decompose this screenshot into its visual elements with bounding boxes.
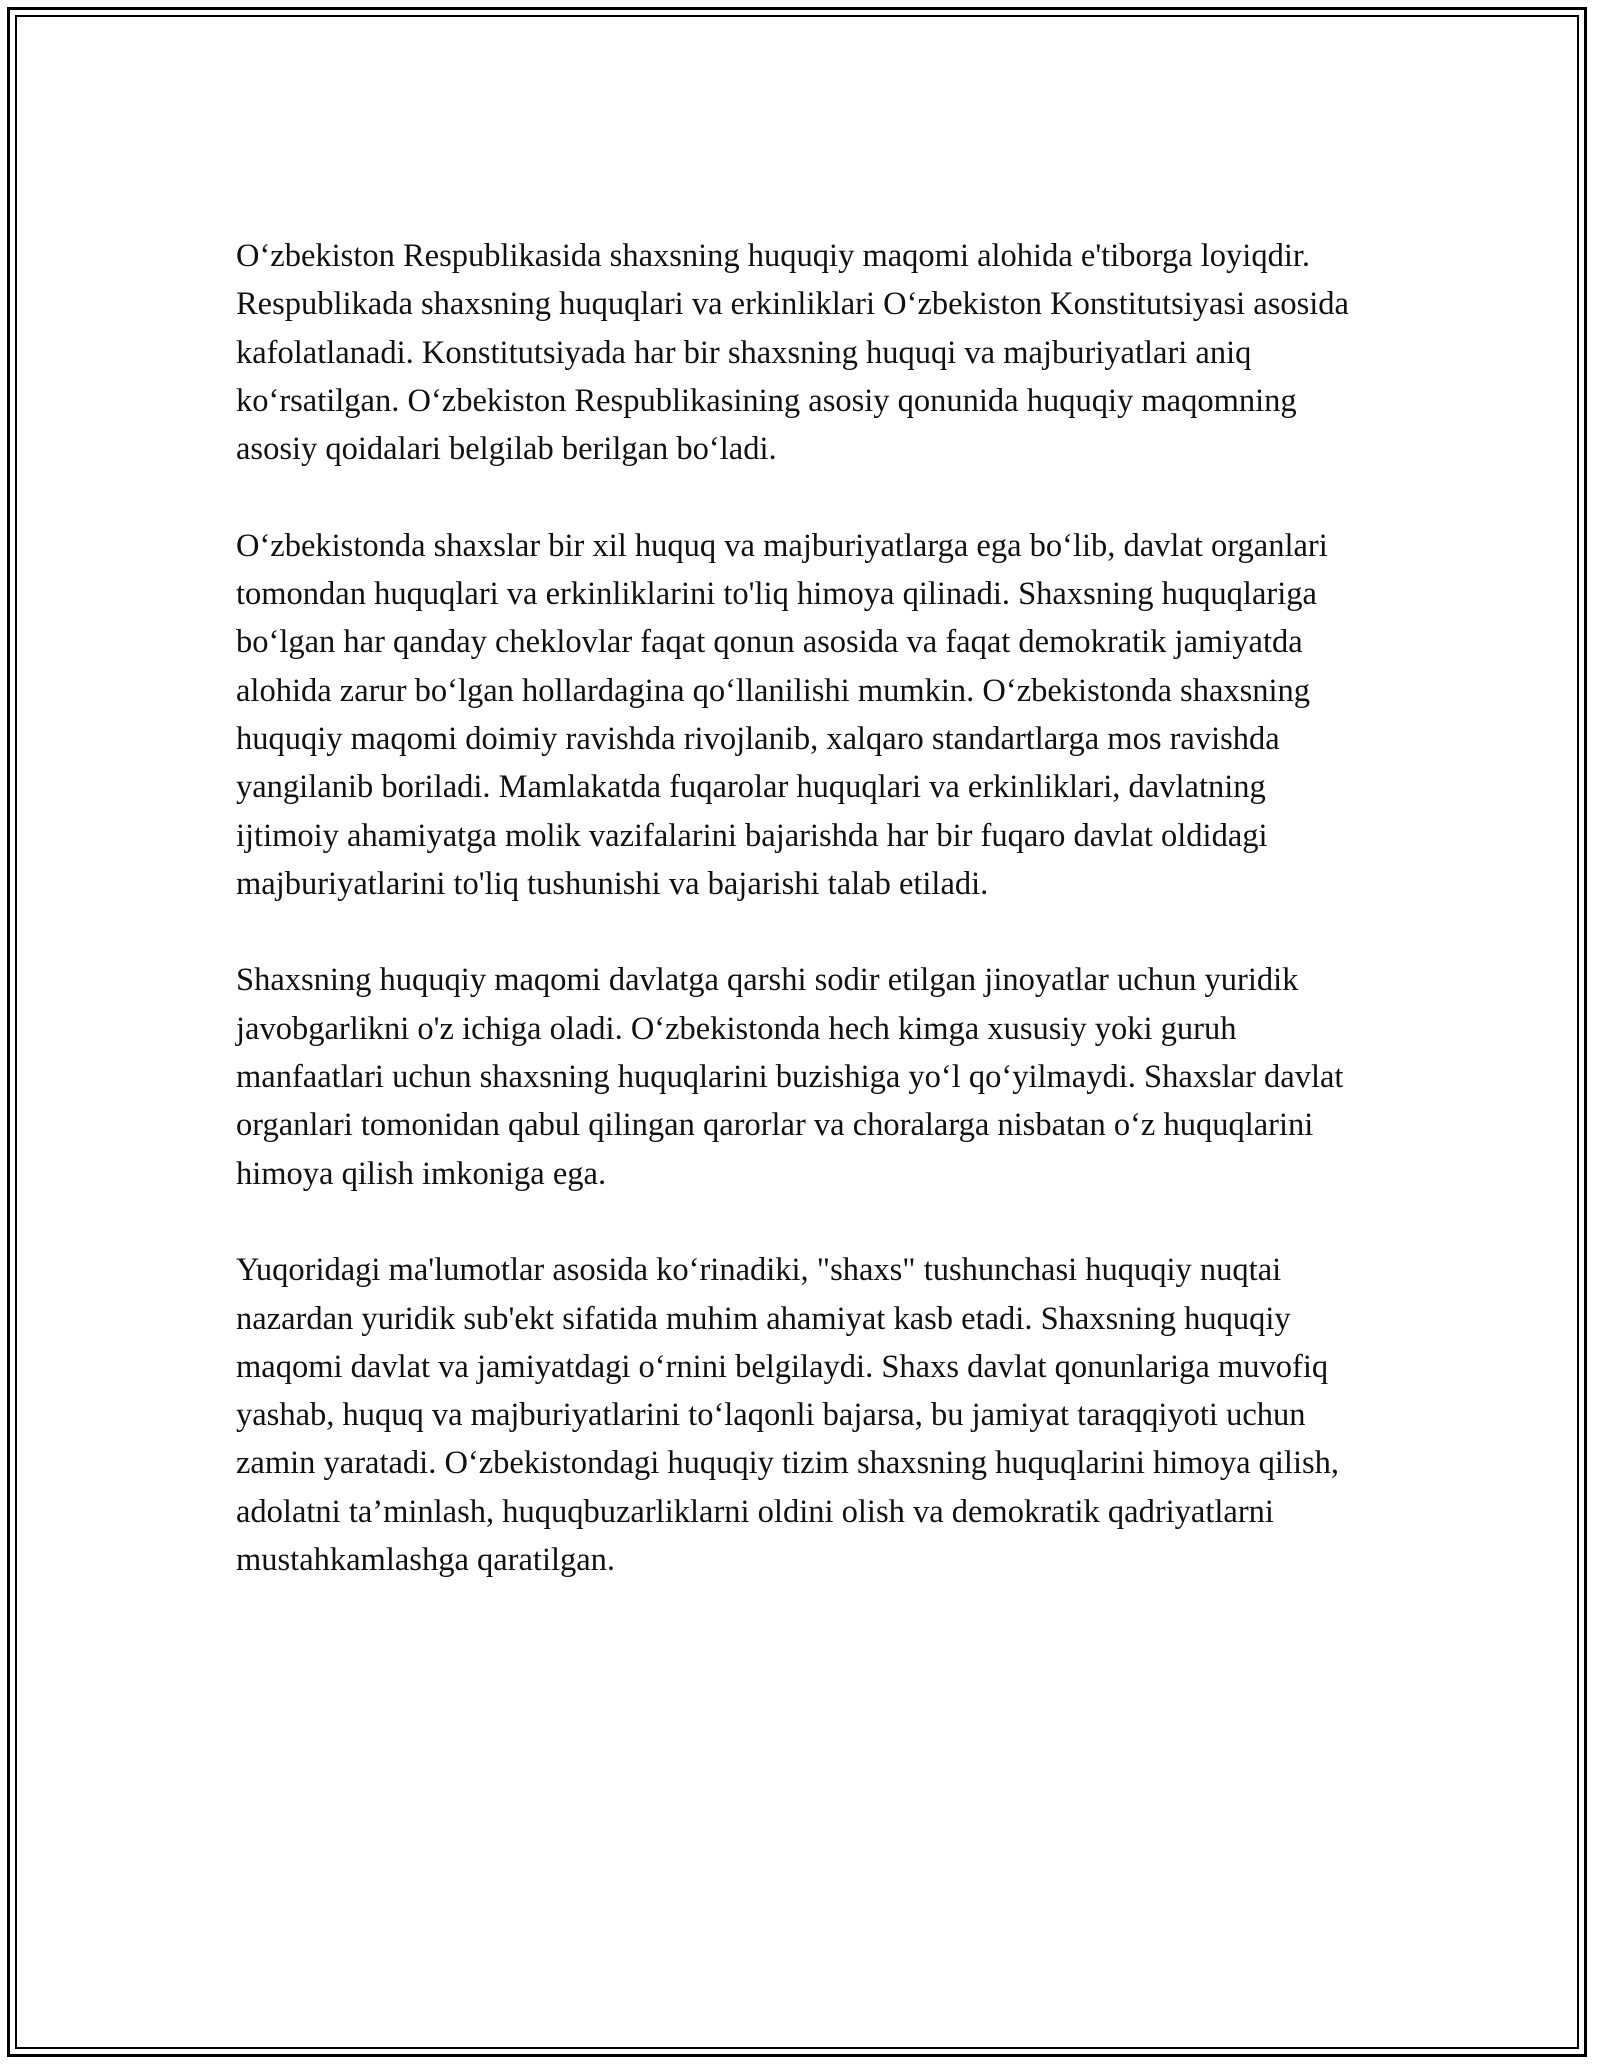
paragraph-1: O‘zbekiston Respublikasida shaxsning huquqiy maqomi alohida e'tiborga loyiqdir. Respublikada shaxsning huquqlari va erkinliklari O‘zbekiston Konstitutsiyasi asosida kafolatlanadi. Konstitutsiyada har bir shaxsning huquqi va majburiyatlari aniq ko‘rsatilgan. O‘zbekiston Respublikasining asosiy qonunida huquqiy maqomning asosiy qoidalari belgilab berilgan bo‘ladi.: [236, 238, 1349, 468]
paragraph-2: O‘zbekistonda shaxslar bir xil huquq va majburiyatlarga ega bo‘lib, davlat organlari tomondan huquqlari va erkinliklarini to'liq himoya qilinadi. Shaxsning huquqlariga bo‘lgan har qanday cheklovlar faqat qonun asosida va faqat demokratik jamiyatda alohida zarur bo‘lgan hollardagina qo‘llanilishi mumkin. O‘zbekistonda shaxsning huquqiy maqomi doimiy ravishda rivojlanib, xalqaro standartlarga mos ravishda yangilanib boriladi. Mamlakatda fuqarolar huquqlari va erkinliklari, davlatning ijtimoiy ahamiyatga molik vazifalarini bajarishda har bir fuqaro davlat oldidagi majburiyatlarini to'liq tushunishi va bajarishi talab etiladi.: [236, 527, 1328, 902]
document-body: [236, 232, 1366, 1633]
paragraph-4: Yuqoridagi ma'lumotlar asosida ko‘rinadiki, "shaxs" tushunchasi huquqiy nuqtai nazardan yuridik sub'ekt sifatida muhim ahamiyat kasb etadi. Shaxsning huquqiy maqomi davlat va jamiyatdagi o‘rnini belgilaydi. Shaxs davlat qonunlariga muvofiq yashab, huquq va majburiyatlarini to‘laqonli bajarsa, bu jamiyat taraqqiyoti uchun zamin yaratadi. O‘zbekistondagi huquqiy tizim shaxsning huquqlarini himoya qilish, adolatni ta’minlash, huquqbuzarliklarni oldini olish va demokratik qadriyatlarni mustahkamlashga qaratilgan.: [236, 1252, 1340, 1579]
paragraph-3: Shaxsning huquqiy maqomi davlatga qarshi sodir etilgan jinoyatlar uchun yuridik javobgarlikni o'z ichiga oladi. O‘zbekistonda hech kimga xususiy yoki guruh manfaatlari uchun shaxsning huquqlarini buzishiga yo‘l qo‘yilmaydi. Shaxslar davlat organlari tomonidan qabul qilingan qarorlar va choralarga nisbatan o‘z huquqlarini himoya qilish imkoniga ega.: [236, 962, 1344, 1192]
